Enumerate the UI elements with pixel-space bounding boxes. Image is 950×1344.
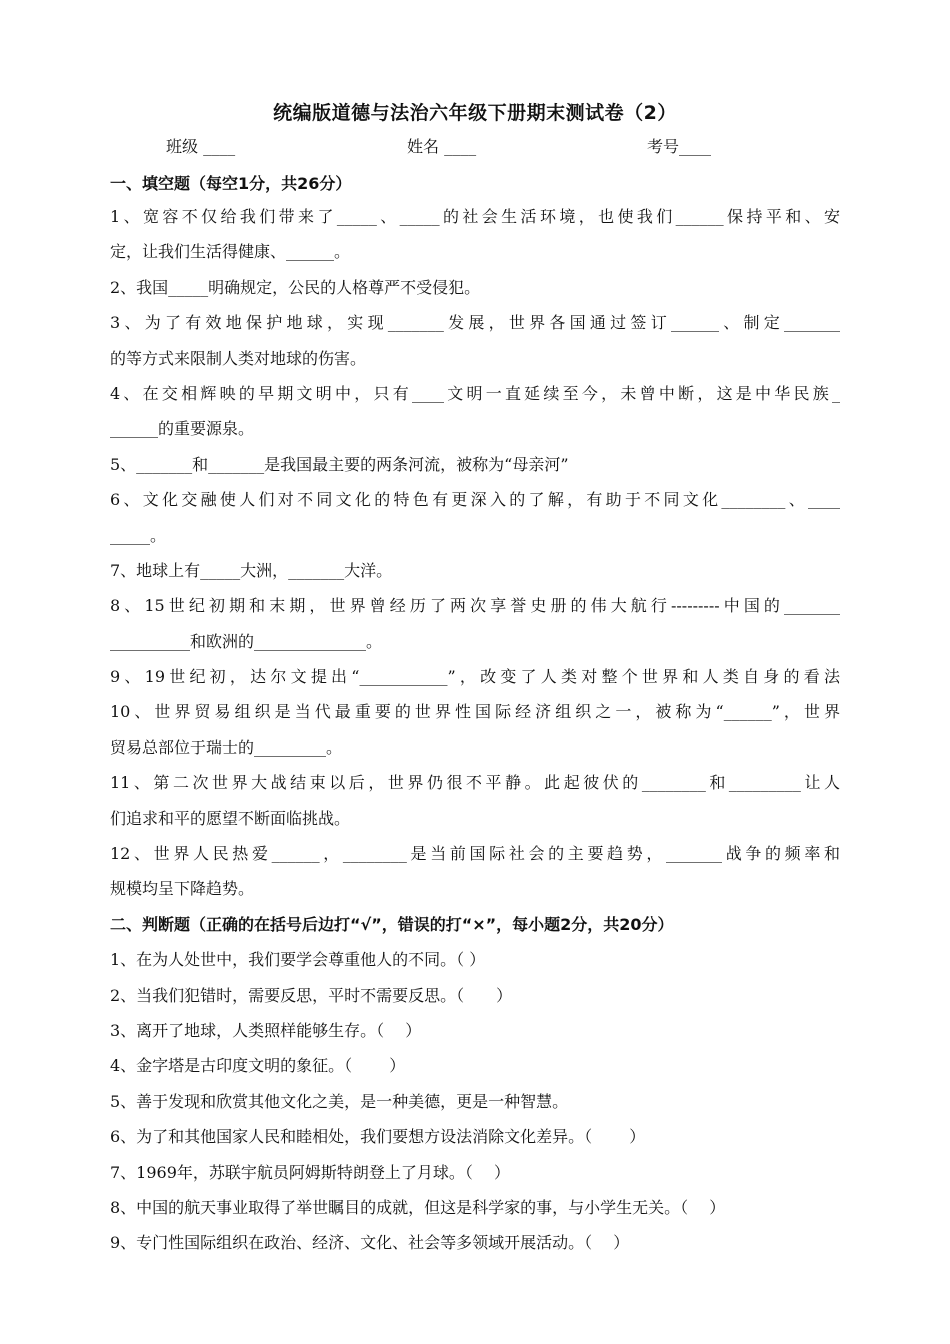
true-false-question: 6、为了和其他国家人民和睦相处，我们要想方设法消除文化差异。（ ） — [110, 1127, 646, 1147]
true-false-question: 7、1969年，苏联宇航员阿姆斯特朗登上了月球。（ ） — [110, 1162, 510, 1182]
fill-in-question-line: 11、第二次世界大战结束以后，世界仍很不平静。此起彼伏的________和_________让人 — [110, 773, 840, 793]
section-heading-fill-in: 一、填空题（每空1分，共26分） — [110, 174, 352, 193]
section-heading-true-false: 二、判断题（正确的在括号后边打“√”，错误的打“×”，每小题2分，共20分） — [110, 914, 674, 934]
true-false-question: 4、金字塔是古印度文明的象征。（ ） — [110, 1056, 406, 1076]
fill-in-question-line: 6、文化交融使人们对不同文化的特色有更深入的了解，有助于不同文化________、____ — [110, 490, 840, 510]
fill-in-question-line: 3、为了有效地保护地球，实现_______发展，世界各国通过签订______、制定_______ — [110, 313, 840, 333]
fill-in-question-line: 1、宽容不仅给我们带来了_____、_____的社会生活环境，也使我们______保持平和、安 — [110, 207, 840, 226]
class-field-label: 班级 ____ — [166, 137, 236, 156]
fill-in-question-line: 的等方式来限制人类对地球的伤害。 — [110, 348, 367, 368]
fill-in-question-line: 10、世界贸易组织是当代最重要的世界性国际经济组织之一，被称为“______”，世界 — [110, 702, 840, 722]
question-body — [110, 199, 840, 1261]
fill-in-question-line: 7、地球上有_____大洲，_______大洋。 — [110, 560, 393, 580]
fill-in-question-line: 8、15世纪初期和末期，世界曾经历了两次享誉史册的伟大航行---------中国的_______ — [110, 596, 840, 616]
true-false-question: 3、离开了地球，人类照样能够生存。（ ） — [110, 1020, 422, 1040]
true-false-question: 8、中国的航天事业取得了举世瞩目的成就，但这是科学家的事，与小学生无关。（ ） — [110, 1197, 726, 1217]
name-field-label: 姓名 ____ — [407, 137, 477, 156]
fill-in-question-line: 5、_______和_______是我国最主要的两条河流，被称为“母亲河” — [110, 454, 569, 474]
fill-in-question-line: _____。 — [110, 525, 167, 545]
true-false-question: 2、当我们犯错时，需要反思，平时不需要反思。（ ） — [110, 985, 513, 1005]
fill-in-question-line: 2、我国_____明确规定，公民的人格尊严不受侵犯。 — [110, 277, 481, 297]
true-false-question: 9、专门性国际组织在政治、经济、文化、社会等多领域开展活动。（ ） — [110, 1233, 630, 1253]
true-false-question: 1、在为人处世中，我们要学会尊重他人的不同。（ ） — [110, 950, 486, 970]
fill-in-question-line: __________和欧洲的______________。 — [110, 631, 383, 651]
fill-in-question-line: 们追求和平的愿望不断面临挑战。 — [110, 808, 351, 828]
fill-in-question-line: 贸易总部位于瑞士的_________。 — [110, 737, 343, 757]
fill-in-question-line: 12、世界人民热爱______，________是当前国际社会的主要趋势，_______战争的频率和 — [110, 844, 840, 864]
number-field-label: 考号____ — [647, 137, 712, 156]
fill-in-question-line: 9、19世纪初，达尔文提出“___________”，改变了人类对整个世界和人类自身的看法 — [110, 667, 840, 687]
document-title: 统编版道德与法治六年级下册期末测试卷（2） — [273, 102, 677, 124]
fill-in-question-line: ______的重要源泉。 — [110, 419, 255, 439]
fill-in-question-line: 4、在交相辉映的早期文明中，只有____文明一直延续至今，未曾中断，这是中华民族_ — [110, 383, 840, 403]
true-false-question: 5、善于发现和欣赏其他文化之美，是一种美德，更是一种智慧。 — [110, 1091, 569, 1111]
fill-in-question-line: 规模均呈下降趋势。 — [110, 879, 255, 899]
fill-in-question-line: 定，让我们生活得健康、______。 — [110, 242, 351, 262]
